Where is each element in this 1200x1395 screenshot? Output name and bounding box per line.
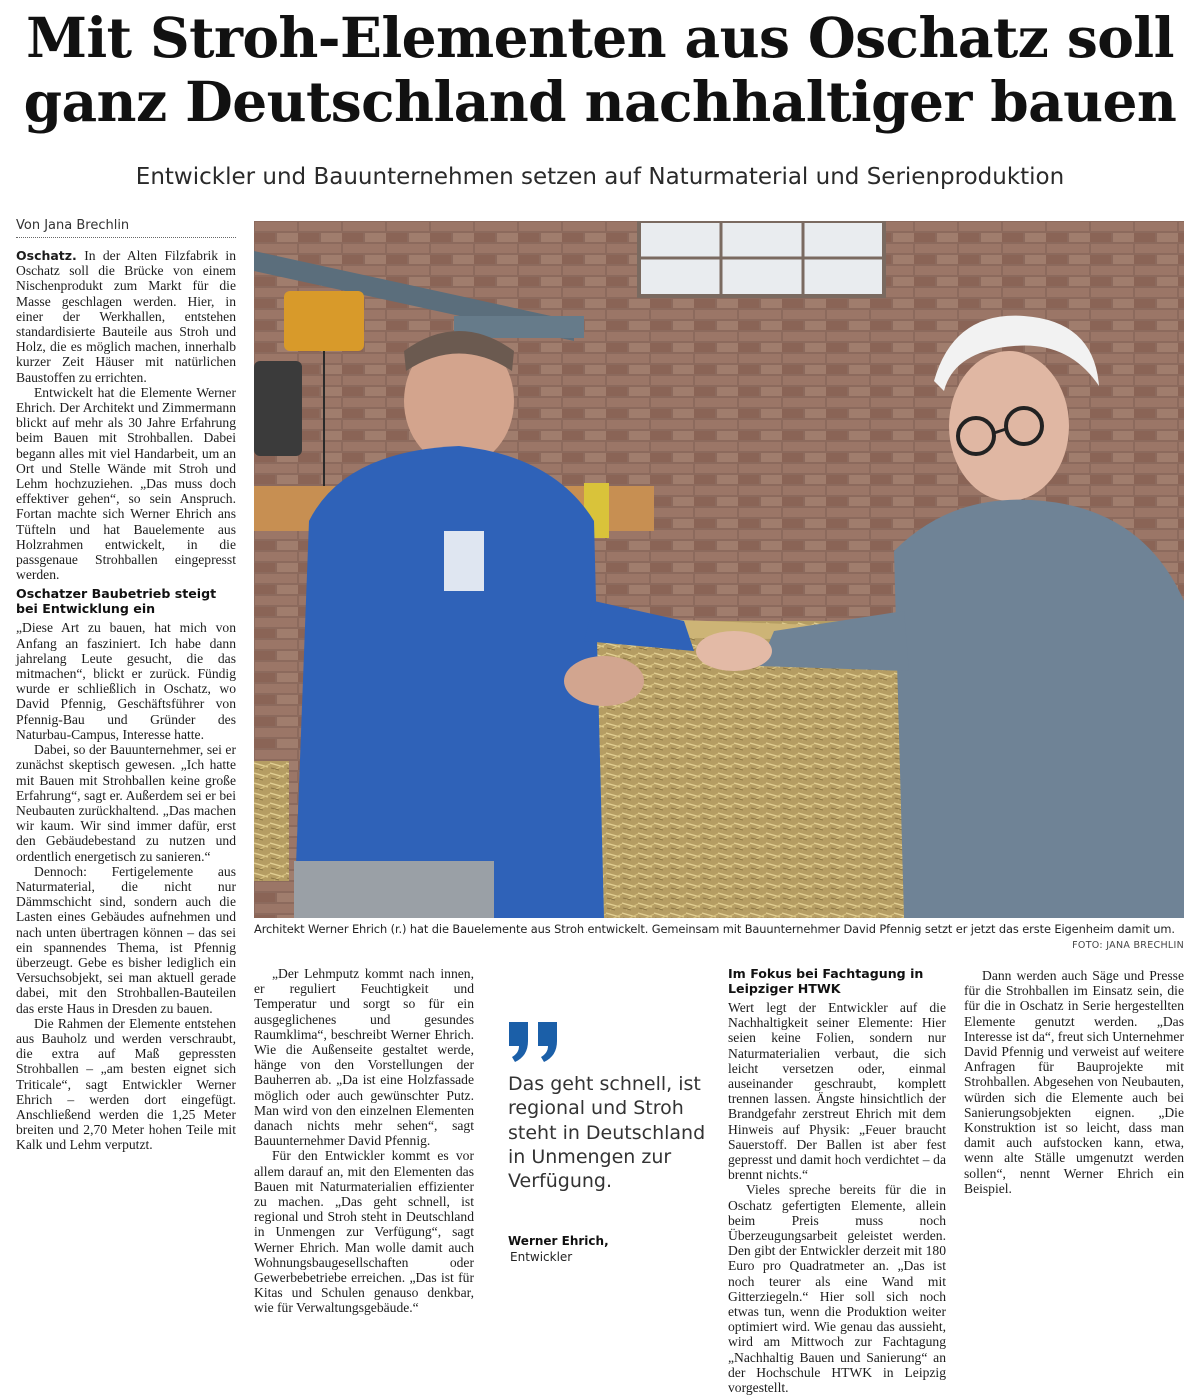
paragraph-1 — [16, 248, 236, 385]
photo-credit: FOTO: JANA BRECHLIN — [1072, 940, 1184, 951]
subheadline: Entwickler und Bauunternehmen setzen auf Naturmaterial und Serienproduktion — [135, 164, 1065, 190]
photo-caption: Architekt Werner Ehrich (r.) hat die Bauelemente aus Stroh entwickelt. Gemeinsam mit Bauunternehmer David Pfennig setzt er jetzt das erste Eigenheim damit um. — [254, 922, 1175, 936]
pullquote-text: Das geht schnell, ist regional und Stroh steht in Deutschland in Unmengen zur Verfügung. — [508, 1073, 706, 1193]
headline — [0, 6, 1200, 134]
article-column-5 — [964, 968, 1184, 1196]
headline-line-1: Mit Stroh-Elementen aus Oschatz soll — [26, 5, 1174, 70]
paragraph-9: Wert legt der Entwickler auf die Nachhaltigkeit seiner Elemente: Hier seien keine Folien, sondern nur Naturmaterialien verbaut, die sich leicht versetzen oder, einmal auseinander geschraubt, komplett trennen lassen. Ängste hinsichtlich der Brandgefahr zerstreut Ehrich mit dem Hinweis auf Physik: „Feuer braucht Sauerstoff. Der Ballen ist aber fest gepresst und damit hoch verdichtet – da brennt nichts.“ — [728, 1000, 946, 1183]
pullquote-author: Werner Ehrich, — [508, 1234, 609, 1248]
headline-line-2: ganz Deutschland nachhaltiger bauen — [23, 69, 1177, 134]
subheading-1: Oschatzer Baubetrieb steigt bei Entwicklung ein — [16, 586, 217, 617]
photo-illustration — [254, 221, 1184, 918]
byline: Von Jana Brechlin — [16, 218, 236, 238]
article-column-2 — [254, 966, 474, 1316]
paragraph-11: Dann werden auch Säge und Presse für die Strohballen im Einsatz sein, die für die in Oschatz in Serie hergestellten Elemente genutzt werden. „Das Interesse ist da“, freut sich Unternehmer David Pfennig und verweist auf weitere Anfragen für Bauprojekte mit Strohballen. Abgesehen von Neubauten, würden sich die Elemente auch bei Sanierungsobjekten eignen. „Die Konstruktion ist so leicht, dass man damit auch aufstocken kann, etwa, wenn alte Ställe umgenutzt werden sollen“, nennt Werner Ehrich ein Beispiel. — [964, 968, 1184, 1196]
subheading-2: Im Fokus bei Fachtagung in Leipziger HTWK — [728, 966, 924, 996]
paragraph-3: „Diese Art zu bauen, hat mich von Anfang an fasziniert. Ich habe dann jahrelang Leute gesucht, die das mitmachen“, blickt er zurück. Fündig wurde er schließlich in Oschatz, wo David Pfennig, Geschäftsführer von Pfennig-Bau und Gründer des Naturbau-Campus, Interesse hatte. — [16, 620, 236, 742]
paragraph-6: Die Rahmen der Elemente entstehen aus Bauholz und werden verschraubt, die extra auf Maß gepressten Strohballen – „am besten eignet sich Triticale“, sagt Entwickler Werner Ehrich – werden dort eingefügt. Anschließend werden die 1,25 Meter breiten und 2,70 Meter hohen Teile mit Kalk und Lehm verputzt. — [16, 1015, 236, 1153]
paragraph-10: Vieles spreche bereits für die in Oschatz gefertigten Elemente, allein beim Preis muss noch Überzeugungsarbeit geleistet werden. Den gibt der Entwickler derzeit mit 180 Euro pro Quadratmeter an. „Das ist noch teurer als eine Wand mit Gitterziegeln.“ Hier soll sich noch etwas tun, wenn die Produktion weiter optimiert wird. Wie genau das aussieht, wird am Mittwoch zur Fachtagung „Nachhaltig Bauen und Sanierung“ an der Hochschule HTWK in Leipzig vorgestellt. — [728, 1182, 946, 1395]
paragraph-7: „Der Lehmputz kommt nach innen, er reguliert Feuchtigkeit und Temperatur und sorgt so für ein ausgeglichenes und gesundes Raumklima“, beschreibt Werner Ehrich. Wie die Außenseite gestaltet werde, hänge von den Vorstellungen der Bauherren ab. „Da ist eine Holzfassade möglich oder auch gewünschter Putz. Man wird von den einzelnen Elementen danach nichts mehr sehen“, sagt Bauunternehmer David Pfennig. — [254, 966, 474, 1149]
paragraph-1-text: In der Alten Filzfabrik in Oschatz soll die Brücke von einem Nischenprodukt zum Markt für die Masse geschlagen werden. Hier, in einer der Werkhallen, entstehen standardisierte Bauteile aus Stroh und Holz, die es möglich machen, innerhalb kurzer Zeit Häuser mit natürlichen Baustoffen zu errichten. — [16, 248, 236, 385]
dateline: Oschatz. — [16, 248, 77, 263]
article-photo — [254, 221, 1184, 918]
paragraph-2: Entwickelt hat die Elemente Werner Ehrich. Der Architekt und Zimmermann blickt auf mehr als 30 Jahre Erfahrung beim Bauen mit Strohballen. Dabei begann alles mit viel Handarbeit, um an Ort und Stelle Wände mit Stroh und Lehm hochzuziehen. „Das muss doch effektiver gehen“, so sein Anspruch. Fortan machte sich Werner Ehrich ans Tüfteln und hat Bauelemente aus Holzrahmen entwickelt, in die passgenaue Strohballen eingepresst werden. — [16, 384, 236, 583]
pullquote-role: Entwickler — [510, 1250, 573, 1264]
quote-mark-icon — [506, 1020, 566, 1064]
paragraph-4: Dabei, so der Bauunternehmer, sei er zunächst skeptisch gewesen. „Ich hatte mit Bauen mit Strohballen keine große Erfahrung“, sagt er. Außerdem sei er bei Neubauten zurückhaltend. „Das machen wir kaum. Wir sind immer dafür, erst den Gebäudebestand zu nutzen und ordentlich energetisch zu sanieren.“ — [16, 742, 236, 864]
paragraph-8: Für den Entwickler kommt es vor allem darauf an, mit den Elementen das Bauen mit Naturmaterialien effizienter zu machen. „Das geht schnell, ist regional und Stroh steht in Deutschland in Unmengen zur Verfügung“, sagt Werner Ehrich. Man wolle damit auch Wohnungsbaugesellschaften oder Gewerbebetriebe erreichen. „Das ist für Kitas und Schulen genauso denkbar, wie für Verwaltungsgebäude.“ — [254, 1148, 474, 1316]
paragraph-5: Dennoch: Fertigelemente aus Naturmaterial, die nicht nur Dämmschicht sind, sondern auch die Lasten eines Gebäudes aufnehmen und nach unten übertragen können – das sei ein spannendes Thema, ist Pfennig überzeugt. Gebe es bisher lediglich ein Versuchsobjekt, sei man aktuell gerade dabei, mit den Strohballen-Bauteilen das erste Haus in Dresden zu bauen. — [16, 863, 236, 1016]
article-column-4 — [728, 962, 946, 1395]
article-column-1 — [16, 248, 236, 1153]
